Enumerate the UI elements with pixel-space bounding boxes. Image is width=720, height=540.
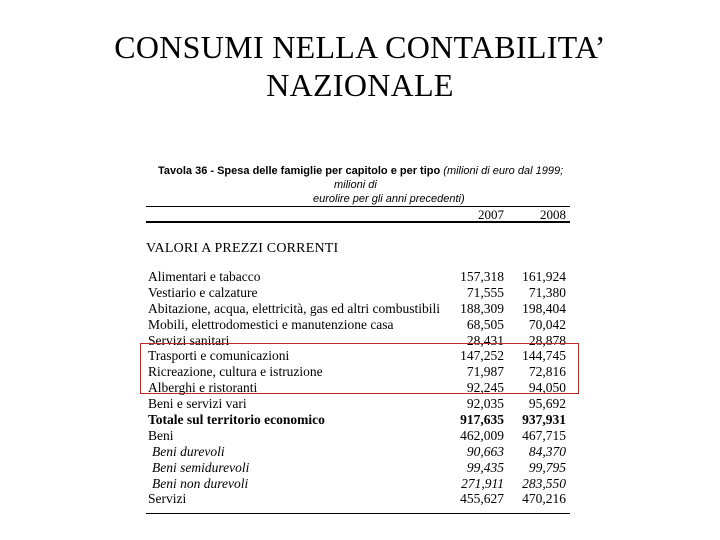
- table-row: [146, 460, 570, 476]
- value-2008: 99,795: [528, 459, 566, 475]
- year-2008-header: 2008: [540, 207, 566, 222]
- row-label: Beni semidurevoli: [152, 459, 250, 475]
- row-label: Servizi: [148, 491, 187, 507]
- row-label: Mobili, elettrodomestici e manutenzione casa: [148, 316, 394, 332]
- value-2008: 72,816: [528, 364, 566, 380]
- table-row: [146, 396, 570, 412]
- highlight-box: [140, 343, 579, 394]
- rule-bottom: [146, 513, 570, 514]
- caption-italic-2: milioni di: [334, 179, 377, 191]
- rule-header: [146, 221, 570, 223]
- year-2007-header: 2007: [478, 207, 504, 222]
- value-2008: 161,924: [522, 269, 566, 284]
- value-2007: 188,309: [460, 300, 504, 316]
- value-2008: 84,370: [528, 443, 566, 459]
- row-label: Totale sul territorio economico: [148, 412, 325, 428]
- row-label: Alberghi e ristoranti: [148, 380, 258, 396]
- row-label: Beni e servizi vari: [148, 396, 247, 412]
- value-2008: 467,715: [522, 427, 566, 443]
- value-2007: 455,627: [460, 491, 504, 507]
- value-2008: 283,550: [522, 475, 566, 491]
- caption-bold: Tavola 36 - Spesa delle famiglie per capitolo e per tipo: [158, 165, 441, 177]
- value-2008: 937,931: [522, 412, 566, 428]
- table-row: [146, 444, 570, 460]
- caption-italic-3: eurolire per gli anni precedenti): [313, 193, 465, 205]
- row-label: Beni durevoli: [152, 443, 225, 459]
- value-2007: 71,987: [466, 364, 504, 380]
- table-row: [146, 412, 570, 428]
- value-2007: 99,435: [466, 459, 504, 475]
- value-2008: 94,050: [528, 380, 566, 396]
- value-2007: 28,431: [466, 332, 504, 348]
- section-heading: VALORI A PREZZI CORRENTI: [146, 241, 339, 256]
- table-header: [146, 207, 570, 221]
- value-2007: 68,505: [466, 316, 504, 332]
- title-line-2: NAZIONALE: [266, 67, 454, 103]
- table-caption: [146, 162, 570, 206]
- table-row: [146, 301, 570, 317]
- row-label: Vestiario e calzature: [148, 284, 258, 300]
- value-2008: 71,380: [528, 284, 566, 300]
- row-label: Beni non durevoli: [152, 475, 249, 491]
- value-2008: 28,878: [528, 332, 566, 348]
- value-2008: 95,692: [528, 396, 566, 412]
- value-2007: 917,635: [460, 412, 504, 428]
- value-2007: 157,318: [460, 269, 504, 284]
- value-2007: 92,245: [466, 380, 504, 396]
- row-label: Alimentari e tabacco: [148, 269, 261, 284]
- value-2007: 462,009: [460, 427, 504, 443]
- title-line-1: CONSUMI NELLA CONTABILITA’: [114, 29, 606, 65]
- value-2008: 70,042: [528, 316, 566, 332]
- value-2007: 271,911: [461, 475, 504, 491]
- table-row: [146, 428, 570, 444]
- value-2008: 470,216: [522, 491, 566, 507]
- row-label: Trasporti e comunicazioni: [148, 348, 290, 364]
- row-label: Abitazione, acqua, elettricità, gas ed altri combustibili: [148, 300, 441, 316]
- row-label: Ricreazione, cultura e istruzione: [148, 364, 323, 380]
- value-2008: 198,404: [522, 300, 566, 316]
- value-2007: 92,035: [466, 396, 504, 412]
- slide-title: [0, 28, 720, 104]
- table-row: [146, 491, 570, 507]
- value-2007: 71,555: [466, 284, 504, 300]
- row-label: Servizi sanitari: [148, 332, 230, 348]
- table-row: [146, 269, 570, 285]
- value-2008: 144,745: [522, 348, 566, 364]
- caption-italic-1: (milioni di euro dal 1999;: [440, 165, 564, 177]
- row-label: Beni: [148, 427, 174, 443]
- table-row: [146, 317, 570, 333]
- value-2007: 90,663: [466, 443, 504, 459]
- value-2007: 147,252: [460, 348, 504, 364]
- table-row: [146, 285, 570, 301]
- table-row: [146, 476, 570, 492]
- consumption-table: [146, 162, 570, 514]
